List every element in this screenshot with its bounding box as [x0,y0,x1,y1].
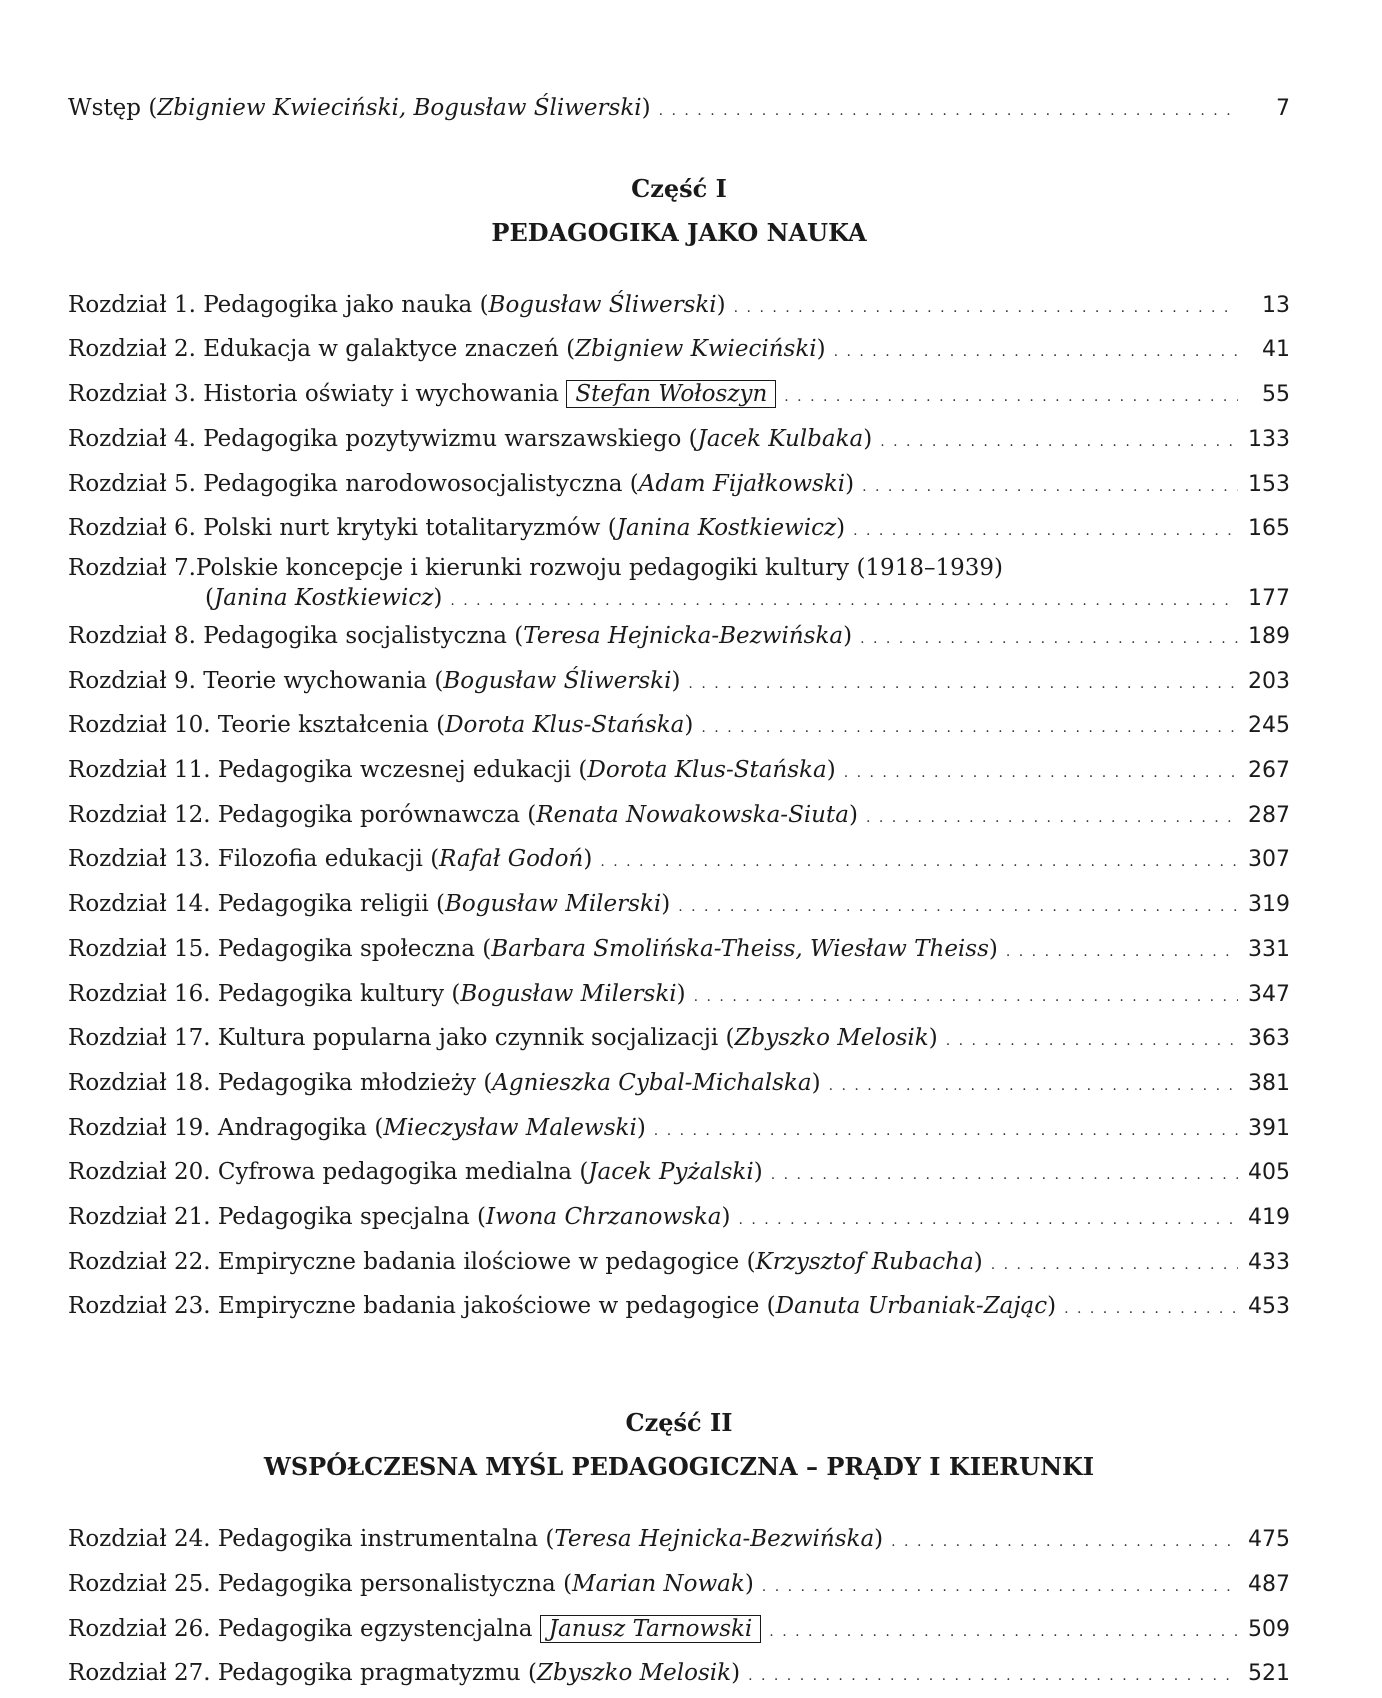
chapter-author: Marian Nowak [572,1570,745,1597]
dot-leader [844,750,1238,795]
chapter-label: Rozdział 2. [68,336,196,363]
chapter-title: Polski nurt krytyki totalitaryzmów [203,515,601,542]
dot-leader [654,1108,1238,1153]
chapter-label: Rozdział 27. [68,1660,211,1687]
chapter-label: Rozdział 10. [68,712,211,739]
entry-title [68,1609,761,1651]
dot-leader [891,1519,1238,1564]
part-number: Część I [631,173,727,203]
chapter-label: Rozdział 12. [68,801,211,828]
toc-entry[interactable] [68,661,1290,706]
toc-entry[interactable] [68,329,1290,374]
toc-entry-line [68,583,1290,616]
chapter-title: Teorie wychowania [203,667,428,694]
chapter-author: Jacek Kulbaka [697,425,864,452]
chapter-label: Rozdział 20. [68,1159,211,1186]
chapter-author: Renata Nowakowska-Siuta [536,801,849,828]
entry-title: Rozdział 19. Andragogika (Mieczysław Malewski) [68,1114,646,1141]
entry-title: Rozdział 25. Pedagogika personalistyczna (Marian Nowak) [68,1570,754,1597]
chapter-author: Zbyszko Melosik [734,1025,929,1052]
chapter-title: Pedagogika socjalistyczna [203,622,507,649]
chapter-author: Adam Fijałkowski [638,470,846,497]
entry-title: Rozdział 6. Polski nurt krytyki totalitaryzmów (Janina Kostkiewicz) [68,515,846,542]
entry-title: Rozdział 4. Pedagogika pozytywizmu warszawskiego (Jacek Kulbaka) [68,425,873,452]
chapter-title: Polskie koncepcje i kierunki rozwoju pedagogiki kultury (1918–1939) [195,554,1003,581]
chapter-author-boxed: Janusz Tarnowski [540,1615,762,1643]
page-number: 189 [1248,623,1290,649]
chapter-title: Empiryczne badania jakościowe w pedagogice [217,1293,760,1320]
chapter-label: Rozdział 17. [68,1025,211,1052]
chapter-author: Jacek Pyżalski [588,1159,754,1186]
chapter-author: Krzysztof Rubacha [755,1248,974,1275]
dot-leader [1064,1286,1238,1331]
dot-leader [678,884,1238,929]
toc-entry[interactable] [68,1653,1290,1698]
page-number: 487 [1248,1571,1290,1597]
entry-title: Rozdział 23. Empiryczne badania jakościowe w pedagogice (Danuta Urbaniak-Zając) [68,1293,1057,1320]
dot-leader [688,661,1238,706]
toc-entry[interactable] [68,705,1290,750]
dot-leader [450,583,1238,616]
toc-entry[interactable] [68,839,1290,884]
chapter-label: Rozdział 4. [68,425,196,452]
chapter-author: Zbigniew Kwieciński [575,336,817,363]
toc-entry[interactable] [68,553,1290,616]
chapter-title: Pedagogika religii [217,891,429,918]
chapter-label: Rozdział 13. [68,846,211,873]
chapter-author: Barbara Smolińska-Theiss, Wiesław Theiss [491,935,989,962]
page-number: 203 [1248,668,1290,694]
page-number: 13 [1262,292,1290,318]
dot-leader [748,1653,1238,1698]
chapter-label: Rozdział 3. [68,381,196,408]
entry-title: Rozdział 24. Pedagogika instrumentalna (Teresa Hejnicka-Bezwińska) [68,1526,884,1553]
entry-title: Rozdział 2. Edukacja w galaktyce znaczeń (Zbigniew Kwieciński) [68,336,826,363]
part-title: PEDAGOGIKA JAKO NAUKA [491,217,867,247]
chapter-title: Pedagogika egzystencjalna [217,1615,533,1642]
chapter-author: Dorota Klus-Stańska [587,757,827,784]
chapter-label: Rozdział 22. [68,1248,211,1275]
page-number: 433 [1248,1249,1290,1275]
page-number: 133 [1248,426,1290,452]
chapter-title: Pedagogika wczesnej edukacji [217,757,572,784]
chapter-label: Rozdział 5. [68,470,196,497]
chapter-author: Bogusław Śliwerski [443,667,672,694]
dot-leader [771,1152,1238,1197]
chapter-label: Rozdział 9. [68,667,196,694]
page-number: 55 [1262,382,1290,408]
entry-title: Rozdział 9. Teorie wychowania (Bogusław Śliwerski) [68,667,681,694]
dot-leader [1006,929,1238,974]
entry-title: Wstęp (Zbigniew Kwieciński, Bogusław Śliwerski) [68,95,651,121]
chapter-label: Rozdział 19. [68,1114,211,1141]
page-number: 319 [1248,892,1290,918]
toc-entry[interactable] [68,419,1290,464]
toc-entry[interactable] [68,508,1290,553]
toc-entry[interactable] [68,974,1290,1019]
chapter-title: Empiryczne badania ilościowe w pedagogice [217,1248,740,1275]
toc-entry[interactable] [68,1286,1290,1331]
toc-entry[interactable] [68,1108,1290,1153]
page-number: 165 [1248,516,1290,542]
toc-entry[interactable] [68,1063,1290,1108]
entry-title: Rozdział 1. Pedagogika jako nauka (Bogusław Śliwerski) [68,291,726,318]
page-number: 381 [1248,1070,1290,1096]
page-number: 391 [1248,1115,1290,1141]
chapter-title: Pedagogika pragmatyzmu [217,1660,521,1687]
entry-title: Rozdział 20. Cyfrowa pedagogika medialna (Jacek Pyżalski) [68,1159,763,1186]
toc-entry[interactable] [68,1197,1290,1242]
chapter-author: Teresa Hejnicka-Bezwińska [523,622,844,649]
chapter-title: Pedagogika specjalna [217,1204,470,1231]
chapter-label: Rozdział 8. [68,622,196,649]
dot-leader [862,464,1238,509]
part-section [68,171,1290,1331]
chapter-author-boxed: Stefan Wołoszyn [566,380,776,408]
chapter-label: Rozdział 18. [68,1069,211,1096]
page-number: 453 [1248,1294,1290,1320]
page-number: 475 [1248,1527,1290,1553]
entry-title: Rozdział 12. Pedagogika porównawcza (Renata Nowakowska-Siuta) [68,801,858,828]
dot-leader [734,285,1238,330]
dot-leader [880,419,1238,464]
part-title: WSPÓŁCZESNA MYŚL PEDAGOGICZNA – PRĄDY I KIERUNKI [263,1452,1095,1482]
entry-title: Rozdział 16. Pedagogika kultury (Bogusław Milerski) [68,980,686,1007]
chapter-author: Janina Kostkiewicz [213,584,434,611]
page-number: 419 [1248,1205,1290,1231]
toc-entry[interactable] [68,1018,1290,1063]
chapter-author: Iwona Chrzanowska [486,1204,722,1231]
page-number: 267 [1248,758,1290,784]
part-number: Część II [625,1408,733,1438]
chapter-title: Andragogika [217,1114,368,1141]
chapter-author: Bogusław Milerski [460,980,677,1007]
chapter-title: Pedagogika instrumentalna [217,1526,539,1553]
dot-leader [991,1242,1238,1287]
entry-title: Rozdział 27. Pedagogika pragmatyzmu (Zbyszko Melosik) [68,1660,741,1687]
entry-title: Rozdział 5. Pedagogika narodowosocjalistyczna (Adam Fijałkowski) [68,470,855,497]
entry-title: (Janina Kostkiewicz) [205,584,443,611]
chapter-title: Pedagogika pozytywizmu warszawskiego [203,425,682,452]
chapter-author: Agnieszka Cybal-Michalska [492,1069,812,1096]
part-section [68,1331,1290,1698]
toc-entry-line [68,553,1290,583]
toc-entry[interactable] [68,616,1290,661]
chapter-title: Pedagogika społeczna [217,935,475,962]
chapter-title: Pedagogika młodzieży [217,1069,476,1096]
toc-entry[interactable] [68,795,1290,840]
toc-entry[interactable] [68,1564,1290,1609]
chapter-title: Kultura popularna jako czynnik socjalizacji [217,1025,719,1052]
toc-entry[interactable] [68,464,1290,509]
chapter-author: Bogusław Milerski [445,891,662,918]
chapter-author: Janina Kostkiewicz [616,515,837,542]
chapter-author: Zbyszko Melosik [536,1660,732,1687]
entry-title: Rozdział 13. Filozofia edukacji (Rafał Godoń) [68,846,593,873]
page-number: 347 [1248,981,1290,1007]
chapter-author: Mieczysław Malewski [383,1114,637,1141]
dot-leader [866,795,1238,840]
entry-title [68,374,776,416]
page-number: 521 [1248,1661,1290,1687]
dot-leader [769,1609,1238,1654]
dot-leader [694,974,1238,1019]
chapter-title: Pedagogika porównawcza [217,801,520,828]
page-number: 153 [1248,471,1290,497]
page-number: 287 [1248,802,1290,828]
toc-entry[interactable] [68,1609,1290,1654]
chapter-author: Teresa Hejnicka-Bezwińska [554,1526,875,1553]
chapter-title: Cyfrowa pedagogika medialna [217,1159,572,1186]
page-number: 41 [1262,337,1290,363]
chapter-author: Dorota Klus-Stańska [445,712,685,739]
page-number: 509 [1248,1616,1290,1642]
chapter-label: Rozdział 21. [68,1204,211,1231]
chapter-label: Rozdział 16. [68,980,211,1007]
dot-leader [784,374,1238,419]
dot-leader [834,329,1238,374]
chapter-title: Pedagogika narodowosocjalistyczna [203,470,623,497]
page-number: 405 [1248,1160,1290,1186]
page-number: 245 [1248,713,1290,739]
chapter-author: Rafał Godoń [439,846,584,873]
toc-entry[interactable] [68,750,1290,795]
page-number: 307 [1248,847,1290,873]
entry-title: Rozdział 22. Empiryczne badania ilościowe w pedagogice (Krzysztof Rubacha) [68,1248,983,1275]
toc-entry[interactable] [68,285,1290,330]
chapter-label: Rozdział 11. [68,757,211,784]
chapter-label: Rozdział 7. [68,554,196,581]
chapter-label: Rozdział 24. [68,1526,211,1553]
chapter-label: Rozdział 26. [68,1615,211,1642]
dot-leader [762,1564,1238,1609]
chapter-title: Pedagogika personalistyczna [217,1570,556,1597]
dot-leader [738,1197,1238,1242]
toc-entry[interactable] [68,374,1290,419]
parts-container [68,171,1290,1698]
toc-entry[interactable] [68,1242,1290,1287]
dot-leader [853,508,1238,553]
toc-entry[interactable] [68,884,1290,929]
chapter-title: Teorie kształcenia [217,712,429,739]
dot-leader [946,1018,1238,1063]
chapter-author: Danuta Urbaniak-Zając [775,1293,1048,1320]
entry-title: Rozdział 21. Pedagogika specjalna (Iwona Chrzanowska) [68,1204,731,1231]
entry-title: Rozdział 10. Teorie kształcenia (Dorota Klus-Stańska) [68,712,694,739]
toc-entry-intro[interactable] [68,88,1290,133]
toc-entry[interactable] [68,929,1290,974]
page-number: 331 [1248,936,1290,962]
chapter-label: Rozdział 6. [68,515,196,542]
entry-title: Rozdział 8. Pedagogika socjalistyczna (Teresa Hejnicka-Bezwińska) [68,622,853,649]
dot-leader [860,616,1238,661]
chapter-label: Rozdział 23. [68,1293,211,1320]
chapter-title: Pedagogika kultury [217,980,445,1007]
chapter-label: Rozdział 15. [68,935,211,962]
chapter-label: Rozdział 14. [68,891,211,918]
page-number: 177 [1248,585,1290,611]
chapter-title: Pedagogika jako nauka [203,291,473,318]
chapter-title: Historia oświaty i wychowania [203,381,560,408]
dot-leader [829,1063,1238,1108]
chapter-label: Rozdział 25. [68,1570,211,1597]
dot-leader [600,839,1238,884]
entry-title: Rozdział 18. Pedagogika młodzieży (Agnieszka Cybal-Michalska) [68,1069,821,1096]
page-number: 363 [1248,1026,1290,1052]
chapter-label: Rozdział 1. [68,291,196,318]
toc-entry[interactable] [68,1152,1290,1197]
part-gap [68,1331,1290,1367]
page-number: 7 [1276,96,1290,121]
chapter-title: Edukacja w galaktyce znaczeń [203,336,559,363]
dot-leader [659,88,1238,133]
entry-title: Rozdział 14. Pedagogika religii (Bogusław Milerski) [68,891,671,918]
table-of-contents [68,88,1290,1698]
entry-title: Rozdział 15. Pedagogika społeczna (Barbara Smolińska-Theiss, Wiesław Theiss) [68,935,998,962]
chapter-author: Bogusław Śliwerski [488,291,717,318]
chapter-title: Filozofia edukacji [217,846,423,873]
toc-entry[interactable] [68,1519,1290,1564]
entry-title: Rozdział 17. Kultura popularna jako czynnik socjalizacji (Zbyszko Melosik) [68,1025,938,1052]
entry-title: Rozdział 11. Pedagogika wczesnej edukacji (Dorota Klus-Stańska) [68,757,836,784]
dot-leader [701,705,1238,750]
